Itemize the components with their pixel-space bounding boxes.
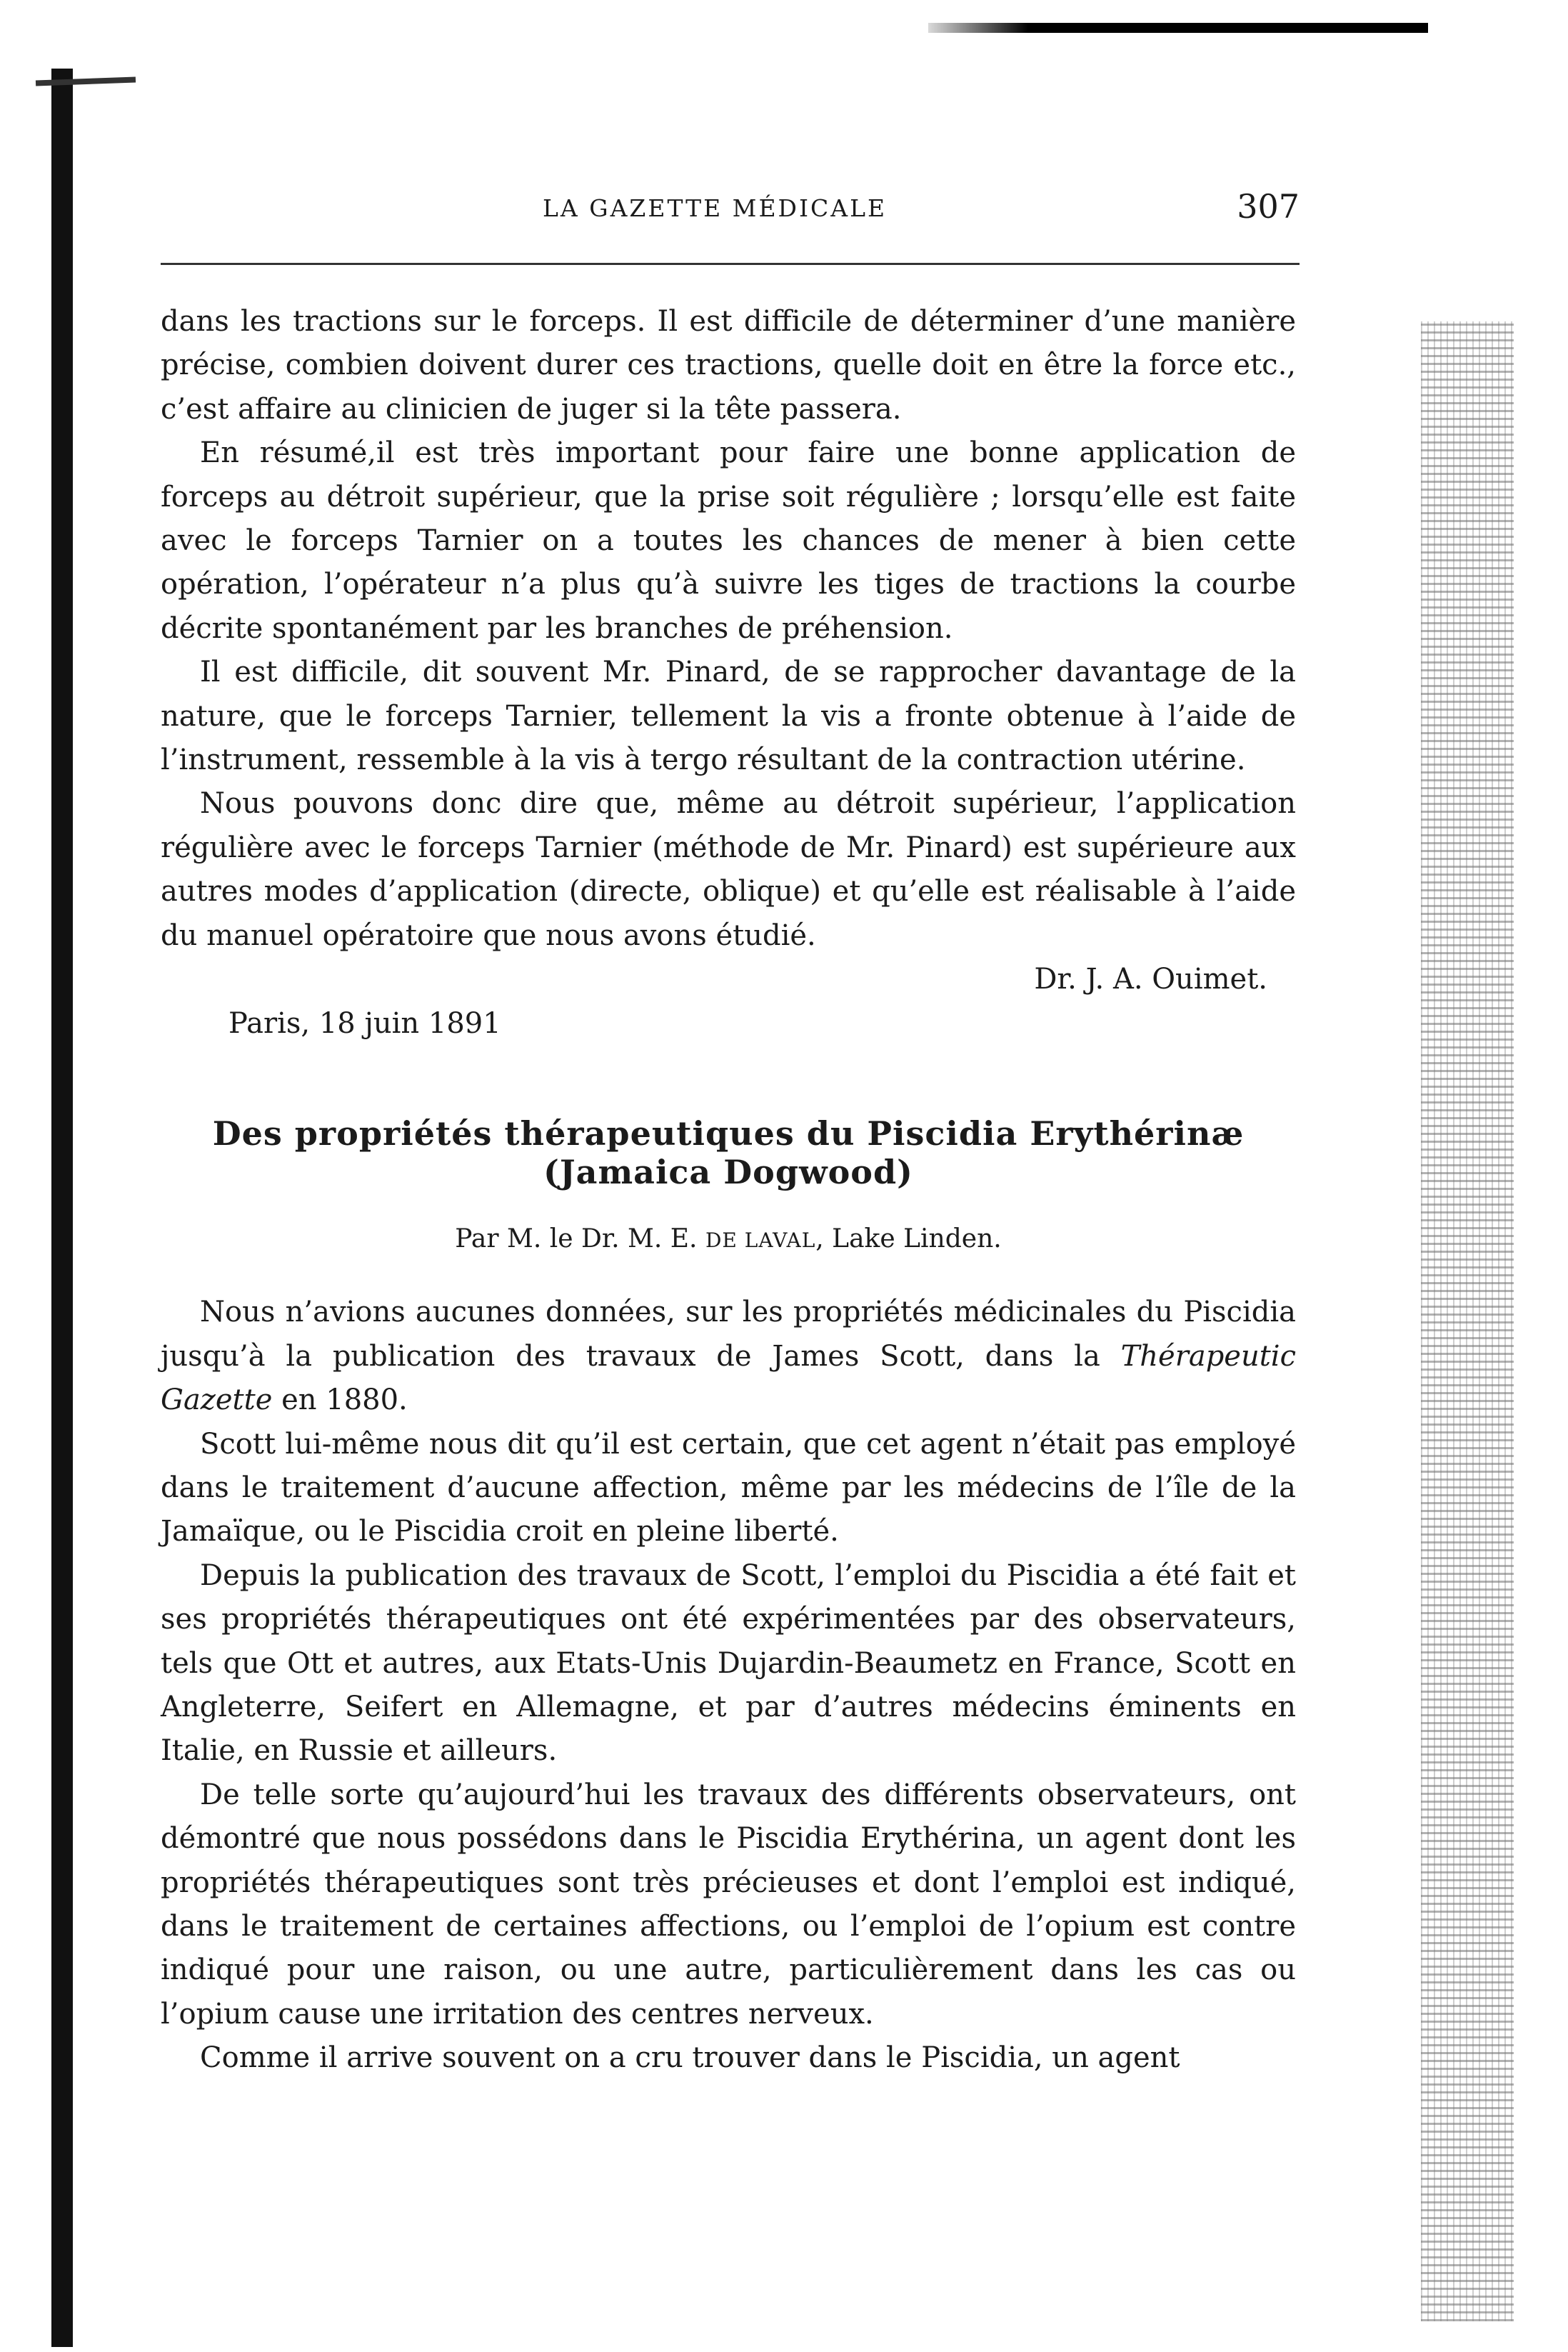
article-paragraph-3: Depuis la publication des travaux de Scott, l’emploi du Piscidia a été fait et ses propriétés thérapeutiques ont été expérimentées par des observateurs, tels que Ott et autres, aux Etats-Unis Dujardin-Beaumetz en France, Scott en Angleterre, Seifert en Allemagne, et par d’autres médecins éminents en Italie, en Russie et ailleurs.	[161, 1558, 1296, 1768]
paragraph-pinard-quote: Il est difficile, dit souvent Mr. Pinard, de se rapprocher davantage de la nature, que le forceps Tarnier, tellement la vis a fronte obtenue à l’aide de l’instrument, ressemble à la vis à tergo résultant de la contraction utérine.	[161, 656, 1296, 777]
article-paragraph-1-end: en 1880.	[272, 1383, 408, 1417]
scan-page-edge-right	[1421, 321, 1514, 2321]
journal-title: Thérapeutic Gazette	[161, 1339, 1296, 1417]
paragraph-conclusion: Nous pouvons donc dire que, même au détroit supérieur, l’application régulière avec le forceps Tarnier (méthode de Mr. Pinard) est supérieure aux autres modes d’application (directe, oblique) et qu’elle est réalisable à l’aide du manuel opératoire que nous avons étudié.	[161, 787, 1296, 952]
article-paragraph-2: Scott lui-même nous dit qu’il est certain, que cet agent n’était pas employé dans le traitement d’aucune affection, même par les médecins de l’île de la Jamaïque, ou le Piscidia croit en pleine liberté.	[161, 1427, 1296, 1548]
running-head: LA GAZETTE MÉDICALE	[543, 194, 888, 222]
scan-rule-top	[928, 23, 1428, 33]
header-rule	[161, 263, 1300, 265]
scan-border-left-cap	[36, 77, 136, 86]
byline-suffix: , Lake Linden.	[815, 1223, 1002, 1253]
page-number: 307	[1237, 187, 1300, 226]
paragraph-summary: En résumé,il est très important pour faire une bonne application de forceps au détroit supérieur, que la prise soit régulière ; lorsqu’elle est faite avec le forceps Tarnier on a toutes les chances de mener à bien cette opération, l’opérateur n’a plus qu’à suivre les tiges de tractions la courbe décrite spontanément par les branches de préhension.	[161, 436, 1296, 645]
article-title	[161, 1114, 1296, 1191]
article-title-line-1: Des propriétés thérapeutiques du Piscidia Erythérinæ	[212, 1114, 1245, 1153]
article-byline	[161, 1217, 1296, 1262]
byline-prefix: Par M. le Dr. M. E.	[455, 1223, 705, 1253]
article-paragraph-4: De telle sorte qu’aujourd’hui les travaux des différents observateurs, ont démontré que nous possédons dans le Piscidia Erythérina, un agent dont les propriétés thérapeutiques sont très précieuses et dont l’emploi est indiqué, dans le traitement de certaines affections, ou l’emploi de l’opium est contre indiqué pour une raison, ou une autre, particulièrement dans les cas ou l’opium cause une irritation des centres nerveux.	[161, 1778, 1296, 2031]
article-title-line-2: (Jamaica Dogwood)	[543, 1152, 913, 1191]
article-paragraph-1	[161, 1291, 1296, 1422]
author-signature: Dr. J. A. Ouimet.	[1034, 963, 1267, 996]
dateline: Paris, 18 juin 1891	[228, 1006, 501, 1040]
byline-author-name: DE LAVAL	[705, 1228, 816, 1252]
scan-border-left	[51, 69, 73, 2347]
page-body	[161, 300, 1296, 2081]
article-paragraph-5: Comme il arrive souvent on a cru trouver dans le Piscidia, un agent	[200, 2041, 1180, 2075]
page-header	[543, 187, 1300, 237]
article-paragraph-1-text: Nous n’avions aucunes données, sur les propriétés médicinales du Piscidia jusqu’à la publication des travaux de James Scott, dans la	[161, 1296, 1296, 1373]
paragraph-continued: dans les tractions sur le forceps. Il est difficile de déterminer d’une manière précise, combien doivent durer ces tractions, quelle doit en être la force etc., c’est affaire au clinicien de juger si la tête passera.	[161, 305, 1296, 426]
